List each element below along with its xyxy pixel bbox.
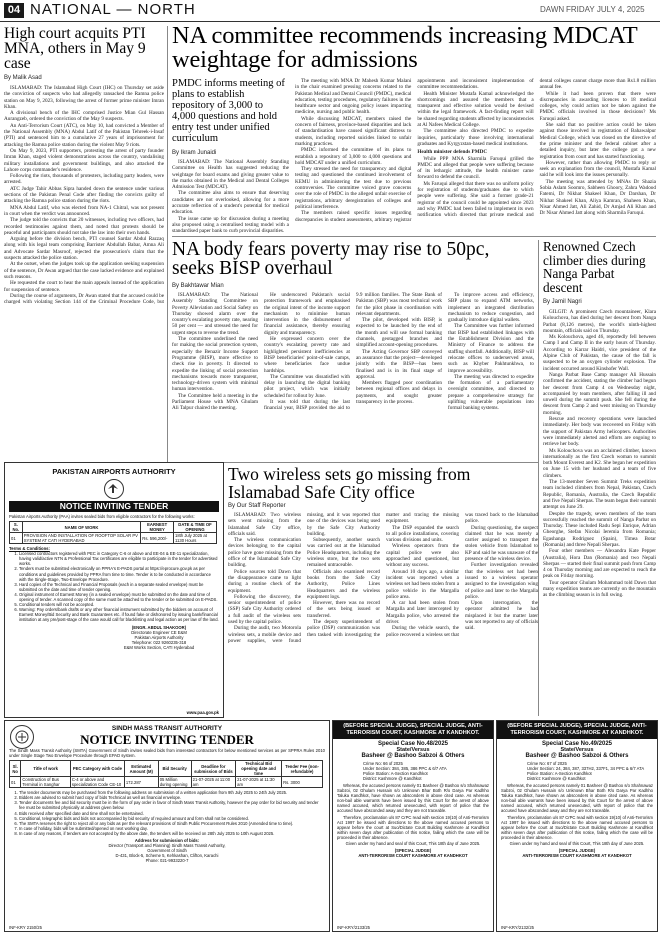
wireless-paragraph: Further investigation revealed that the wireless set had been issued to a wireless operator assigned to the investigation wing of police and later to the Margalla police.: [465, 562, 538, 600]
pti-headline: High court acquits PTI MNA, others in May 9 case: [4, 26, 146, 72]
ad-court-notice-1: [332, 720, 494, 932]
czech-paragraph: Ms Kolouchova, aged 46, reportedly fell between Camp I and Camp II in the early hours of Thursday. According to Karrar Haidri, vice president of the Alpine Club of Pakistan, the cause of the fall is suspected to be an oxygen cylinder explosion. The incident occurred around Kinshofer Wall.: [543, 334, 656, 372]
story-bisp: [172, 240, 534, 296]
mdcat-paragraph: The meeting with MNA Dr Mahesh Kumar Malani in the chair examined pressing concerns related to the Pakistan Medical and Dental Council (PMDC), medical education, testing procedures, regulatory failures in the healthcare sector and ongoing policy issues impacting medicine, nursing and public health.: [295, 78, 412, 116]
court1-paragraph: Therefore, proclamation u/s 87 CrPC read with section 19(10) of Anti-Terrorism Act 1997 be issued with directions to the above named accused persons to appear before the court at Suo/Dictate Court Building Kashmore at Kandhkot within seven days after publication of this notice, failing which the case will be proceeded in their absence.: [337, 814, 489, 840]
wireless-headline: Two wireless sets go missing from Islamabad Safe City office: [228, 464, 471, 502]
pti-paragraph: During the course of arguments, Dr Awan stated that the accused could be charged with violating Section 144 of the Criminal Procedure Code, but: [4, 292, 164, 304]
smta-term: 1. The tender documents may be purchased from the following address on submission of a written application from 9th July 2025 to 24th July 2025.: [19, 790, 325, 795]
mdcat-paragraph: While discussing MDCAT, members raised the concern of fairness, province-based disparities and lack of standardisation have caused significant distress to students, including reported suicides linked to unfair marking practices.: [295, 115, 412, 147]
column-rule: [538, 462, 539, 716]
smta-td: 01: [10, 777, 21, 788]
masthead: [0, 0, 660, 22]
smta-td: 21-07-2025 at 11:00 am: [191, 777, 235, 788]
czech-paragraph: Despite the tragedy, seven members of the team successfully reached the summit of Nanga Parbat on Thursday. These included Radu Sepi Enrique, Adrian Gheorghe, Stefan Nicolai Ieremia from Romania; Egashanga Rodriguez (Spain), Timea Botar (Romania) and three Nepali Sherpas.: [543, 510, 656, 548]
court2-case: Special Case No.49/2025: [541, 740, 613, 747]
paa-contact-name: (ENGR. ABDUL SHAKOOR): [131, 624, 187, 630]
smta-contact: [5, 838, 329, 863]
paa-td: 18th July 2025 at 1130 Hours: [174, 533, 217, 544]
wireless-paragraph: During questioning, the suspect claimed that he was merely a carrier assigned to transport the stolen vehicle from Islamabad to KP and said he was unaware of the presence of the wireless device.: [465, 524, 538, 563]
wireless-paragraph: Around 10 days ago, a similar incident was reported when a wireless set had been stolen from a police vehicle in the Margalla police area.: [386, 568, 459, 600]
paa-th: EARNEST MONEY: [141, 522, 174, 533]
paa-logo-icon: [104, 479, 124, 499]
masthead-rule: [0, 21, 660, 22]
paa-title: NOTICE INVITING TENDER: [9, 501, 219, 512]
column-rule: [538, 240, 539, 462]
smta-terms: [19, 790, 325, 836]
smta-th: Sl. No: [10, 761, 21, 777]
mdcat-paragraph: The issue came up for discussion during a meeting also proposed using a centralised testing model with a standardised paper bank to curb provincial disparities.: [172, 215, 289, 234]
wireless-paragraph: The DSP expanded the search to all police installations, covering various divisions and units.: [386, 524, 459, 544]
smta-td: Rs. 3000: [282, 777, 323, 788]
paa-td: 01: [10, 533, 23, 544]
court1-sign-court: ANTI-TERRORISM COURT KASHMORE AT KANDHKOT: [358, 853, 468, 859]
smta-intro: The Sindh Mass Transit Authority (SMTA) Government of Sindh invites sealed bids from interested contractors for below mentioned services as per SPPRA Rules 2010 under Single Stage Two Envelope Procedure through EPAD system.: [9, 748, 325, 759]
pti-paragraph: Arguing before the division bench, PTI counsel Sardar Abdul Razzaq along with his legal team comprising Barrister Abdullah Babar, Amna Ali and Advocate Sardar Masroof, rejected the prosecution's claim that the suspects attacked the police station.: [4, 236, 164, 262]
court1-accused: Basheer @ Bashoo Sabzoi & Others: [361, 752, 465, 759]
paa-td: Rs. 596,200/-: [141, 533, 174, 544]
paa-terms: [19, 551, 219, 622]
court2-paragraph: Given under my hand and seal of this Court, This 18th day of June 2025.: [509, 841, 645, 846]
court1-case: Special Case No.48/2025: [377, 740, 449, 747]
smta-th: Deadline for submission of Bids: [191, 761, 235, 777]
smta-td: C-4 or above and specialization Code CE-10: [70, 777, 124, 788]
ad-smta-tender: [4, 720, 330, 932]
table-row: [10, 533, 217, 544]
wireless-byline: By Our Staff Reporter: [228, 503, 286, 509]
paa-org: PAKISTAN AIRPORTS AUTHORITY: [52, 467, 176, 476]
bisp-headline: NA body fears poverty may rise to 50pc, seeks BISP overhaul: [172, 239, 490, 279]
czech-body: [543, 309, 656, 599]
table-row: [10, 777, 323, 788]
wireless-paragraph: The wireless communication devices belonging to the capital police have gone missing from the office of the Islamabad Safe City building.: [228, 537, 301, 569]
bisp-paragraph: He expressed concern over the country's escalating poverty rate and highlighted persistent inefficiencies at BISP beneficiaries' point-of-sale camps, where beneficiaries face undue hardships.: [264, 336, 350, 374]
smta-td: 05 Million during opening: [158, 777, 191, 788]
smta-td: 172.287: [124, 777, 158, 788]
pti-paragraph: MNA Abdul Latif, who was elected from NA-1 Chitral, was not present in court when the verdict was announced.: [4, 204, 164, 217]
smta-td: 21-07-2025 at 11:30 am: [236, 777, 282, 788]
court1-sign-title: (SPECIAL JUDGE): [394, 848, 432, 854]
smta-term: 7. In case of holiday, bids will be submitted/opened on next working day.: [19, 826, 325, 831]
paa-term: 2. Tenders must be submitted electronically on PPRA's E-PADS portal at https://eprocure.gov.pk as per conditions and guidelines provided by PPRA from time to time. Tender is to be conducted in accordance with the Single-Stage, Two-Envelope Procedure.: [19, 566, 219, 581]
paa-contact-org: Pakistan Airports Authority: [134, 634, 184, 640]
smta-term: 3. Tender documents fee and bid security must be in the form of pay order in favor of Sindh Mass Transit Authority, however the pay order for bid security and tender fee must be submitted physically at address given below.: [19, 800, 325, 810]
pti-body: [4, 85, 164, 304]
smta-term: 5. Conditional, telegraphic bids and bids not accompanied by bid security of required amount and form shall not be considered.: [19, 816, 325, 821]
smta-term: 2. Bidders are advised to submit hard copy of bids Technical as well as financial envelope.: [19, 795, 325, 800]
mdcat-paragraph: The members raised specific issues regarding discrepancies in student assessments, arbitrary registrar appointments and inconsistent implementation of committee recommendations.: [295, 78, 534, 223]
wireless-paragraph: Wireless operators from the capital police were also approached and questioned, but without any success.: [386, 543, 459, 569]
wireless-paragraph: Police sources told Dawn that the disappearance came to light during a routine check of the equipment.: [228, 568, 301, 594]
bisp-paragraph: The meeting was directed to expedite the formation of a parliamentary oversight committee, and directed to prepare a comprehensive strategy for uplifting vulnerable populations into formal banking systems.: [448, 373, 534, 412]
bisp-paragraph: To improve access and efficiency, SBP plans to expand ATM networks, implement an integrated distribution mechanism to reduce congestion, and gradually introduce digital wallets.: [448, 292, 534, 324]
wireless-paragraph: During the audit, two Motorola wireless sets, a mobile device and power supplies, were found missing, and it was reported that one of the devices was being used by the Safe City Authority building.: [228, 512, 380, 644]
section-rule: [172, 236, 656, 237]
smta-th: PEC Category with Code: [70, 761, 124, 777]
paa-th: NAME OF WORK: [22, 522, 141, 533]
mdcat-paragraph: The committee also aims to ensure that deserving candidates are not overlooked, allowing for a more accurate reflection of a student's potential for medical education.: [172, 190, 289, 216]
mdcat-headline: NA committee recommends increasing MDCAT weightage for admissions: [172, 24, 638, 73]
paa-terms-title: Terms & Conditions:: [9, 546, 50, 552]
wireless-paragraph: Officials also examined record books from the Safe City Authority, Police Lines Headquarters and the wireless equipment logs.: [307, 568, 380, 600]
paa-term: 1. Licensed contractors registered with PEC in Category C-6 or above and EE-04 & EE-11 specialization, having valid/active NTN & Professional Tax certificates are eligible to participate in the tender for advertised works.: [19, 551, 219, 566]
bisp-paragraph: He underscored Pakistan's social protection framework and emphasised the original intent of the income support mechanism to minimise human intervention in the disbursement of financial assistance, thereby ensuring dignity and transparency.: [264, 292, 350, 336]
court2-body: [501, 783, 653, 846]
pti-paragraph: ISLAMABAD: The Islamabad High Court (IHC) on Thursday set aside the conviction of suspects who had allegedly ransacked the Ramna police station on May 9, 2023, following the arrest of former prime minister Imran Khan.: [4, 85, 164, 110]
bisp-paragraph: The pilot, developed with BISP, is expected to be launched by the end of the month and will use formal banking channels, geotagged branches and simplified account-opening procedures.: [356, 317, 442, 349]
mdcat-paragraph: They stressed the need for transparency and digital testing and questioned the continued involvement of KEMU in administering the test due to previous controversies. The committee voiced grave concerns over the role of PMDC in the alleged unfair exercise of registrations, arbitrary deregistration of colleges and political interference.: [295, 166, 412, 210]
court1-header: (BEFORE SPECIAL JUDGE), SPECIAL JUDGE, ANTI-TERRORISM COURT, KASHMORE AT KANDHKOT.: [333, 721, 493, 739]
mdcat-deck: PMDC informs meeting of plans to establish repository of 3,000 to 4,000 questions and hold entry test under unified curriculum: [172, 78, 285, 144]
mdcat-paragraph: ISLAMABAD: The National Assembly Standing Committee on Health has suggested reducing the weightage for board exams and giving greater value to the marks obtained in the Medical and Dental Colleges Admission Test (MDCAT).: [172, 159, 289, 191]
paa-intro: Pakistan Airports Authority (PAA) invites sealed bids from eligible contractors for the following works:: [9, 514, 195, 519]
paa-contact-tel: Telephone: 022 9260235-318: [131, 639, 187, 645]
bisp-paragraph: Members flagged poor coordination between regional offices and delays in payments, and sought greater transparency in the process.: [356, 380, 442, 406]
smta-table: [9, 760, 323, 788]
court2-sign-title: (SPECIAL JUDGE): [558, 848, 596, 854]
czech-paragraph: The 13-member Seven Summit Treks expedition team included climbers from Nepal, Pakistan, Czech Republic, Romania, Australia, the Czech Republic and five Nepali Sherpas. The team began their summit attempt on June 29.: [543, 479, 656, 511]
court2-crime: Crime No: 67 of 2025: [527, 760, 567, 766]
czech-headline: Renowned Czech climber dies during Nanga Parbat descent: [543, 240, 646, 295]
smta-th: Bid Security: [158, 761, 191, 777]
czech-paragraph: Ms Kolouchova was an acclaimed climber, known internationally as the first Czech woman to summit both Mount Everest and K2. She began her expedition on June 15 with her husband and a team of five climbers.: [543, 447, 656, 479]
smta-term: 8. In case of any reasons, if tenders are not accepted by the above date, the tenders will be received on 28th July 2025 to 10th August 2025.: [19, 831, 325, 836]
bisp-byline: By Bakhtawar Mian: [172, 283, 224, 289]
pti-byline: By Malik Asad: [4, 75, 42, 81]
paa-term: 5. Conditional tenders will not be accepted.: [19, 602, 219, 607]
mdcat-paragraph: The meeting was attended by MNAs Dr Shazia Sobia Aslam Soomro, Sabheen Ghoory, Zahra Wadood Fatemi, Dr Nikhat Shakeel Khan, Dr Darshan, Dr Nikhat Shakeel Khan, Aliya Kamran, Shaheen Khan, Nisar Ahmed Jatt, Ali Zahid, Dr Amjad Ali Khan and Dr Nisar Ahmed Jatt along with Sharmila Faruqui.: [539, 178, 656, 217]
smta-ref: INF-KRY 2150/25: [9, 924, 42, 930]
wireless-paragraph: However, there was no record of the sets being issued or transferred.: [307, 600, 380, 619]
czech-paragraph: Rescue and recovery operations were launched immediately. Her body was recovered on Friday with the support of Pakistan Army helicopters. Authorities were immediately alerted and efforts are ongoing to retrieve her body.: [543, 416, 656, 448]
pti-paragraph: At the outset, when the judges took up the application seeking suspension of the sentence, Dr Awan argued that the case lacked evidence and explained such reasons.: [4, 261, 164, 280]
court1-state: State/Versus: [396, 746, 430, 753]
court2-sections: Under Section: 24, 384, 387, 337H2, 337F1, 34 PPC & 6/7 ATA: [527, 765, 645, 771]
pti-paragraph: On May 9, 2023, PTI supporters, protesting the arrest of party founder Imran Khan, staged violent demonstrations across the country, vandalising military installations and government buildings, and also attacked the Lahore corps commander's residence.: [4, 147, 164, 173]
page-number: 04: [7, 4, 21, 16]
wireless-paragraph: Following the discovery, the senior superintendent of police (SSP) Safe City Authority ordered a full audit of the wireless sets used by the capital police.: [228, 593, 301, 626]
ad-paa-tender: [4, 462, 224, 718]
smta-th: Estimated Amount (M): [124, 761, 158, 777]
mdcat-paragraph: She said that no positive action could be taken against those involved in registration of Bahawalpur Medical College, which was closed on the directive of the prime minister and the federal cabinet after a detailed inquiry, but later the college got a new registration from court and has started functioning.: [539, 122, 656, 160]
ad-court-notice-2: [496, 720, 658, 932]
court2-station: Police Station: A-Section Kandhkot: [527, 770, 592, 776]
court2-details: [527, 761, 657, 781]
mdcat-subhead: Health minister defends PMDC: [417, 149, 488, 156]
court2-sign-court: ANTI-TERRORISM COURT KASHMORE AT KANDHKOT: [522, 853, 632, 859]
czech-paragraph: Nanga Parbat Base Camp manager Ali Hussain confirmed the accident, stating the climber had begun her descent from Camp 4 on Wednesday night, accompanied by team members, after falling ill and unwell during the summit push. She fell during the descent from Camp 2 and went missing on Thursday morning.: [543, 371, 656, 416]
bisp-paragraph: It was told that during the last financial year, BISP provided the aid to 9.9 million families. The State Bank of Pakistan (SBP) was most technical work for the pilot phase in coordination with relevant departments.: [264, 292, 442, 412]
smta-title: NOTICE INVITING TENDER: [80, 732, 254, 747]
paa-contact-role: Directorate Engineer CE E&M: [131, 629, 187, 635]
court1-district: District: Kashmore @ Kandhkot: [363, 775, 422, 781]
paa-th: S. No.: [10, 522, 23, 533]
story-pti: [4, 26, 164, 304]
bisp-paragraph: ISLAMABAD: The National Assembly Standing Committee on Poverty Alleviation and Social Safety on Thursday showed alarm over the country's escalating poverty rate, nearing 50 per cent — and stressed the need for urgent steps to reverse the trend.: [172, 292, 258, 336]
court2-ref: INF-KRY/2132/25: [501, 924, 534, 930]
smta-th: Title of work: [21, 761, 70, 777]
mdcat-body-1: [172, 159, 289, 234]
court2-state: State/Versus: [560, 746, 594, 753]
bisp-paragraph: The Committee was dissatisfied with delay in launching the digital banking pilot project, which was initially scheduled for rollout by June.: [264, 373, 350, 399]
paa-contact: [95, 625, 223, 650]
czech-paragraph: Four other members — Alexandra Kate Pepper (Australia), Hora Dan (Romania) and two Nepali Sherpas — started their final summit push from Camp 4 on Thursday morning and are expected to reach the peak on Friday morning.: [543, 548, 656, 580]
bisp-paragraph: The committee underlined the need for making the social protection system, especially the Benazir Income Support Programme (BISP), more effective to check rise in poverty. It directed to expedite the linking of social protection mechanisms towards more transparent, technology-driven system with minimal human intervention.: [172, 336, 258, 393]
paa-term: 3. Hard copies of the Technical and Financial Proposals (each in a separate sealed envelope) must be submitted on the date and time of tender opening.: [19, 582, 219, 592]
court1-station: Police Station: A-Section Kandhkot: [363, 770, 428, 776]
smta-contact-line: Government of Sindh: [147, 848, 187, 854]
smta-term: 6. The SMTA reserves the right to reject all or any bids as per the relevant provisions of Sindh Public Procurement Rules 2010 (Amended time to time).: [19, 821, 325, 826]
mdcat-paragraph: While it had been proven that there were discrepancies in awarding licences to 18 medical colleges, why could action not be taken against the PMDC officials involved in those decisions? Ms Faruqui asked.: [539, 90, 656, 122]
court1-crime: Crime No: 66 of 2025: [363, 760, 403, 766]
mdcat-paragraph: The committee also directed PMDC to expedite inquiries, particularly those involving international graduates and Kyrgyzstan-based medical institutions.: [417, 128, 534, 147]
pti-paragraph: He requested the court to hear the main appeals instead of the application for suspension of sentence.: [4, 280, 164, 293]
court2-paragraph: Whereas, the accused persons namely 01 Basheer @ Bashoo s/o Shahnawaz Sabzoi, 02 Ghulam Hussain s/o Unknown Bhar Both R/o Darya Par Kadhho Taluka Kandhkot, have shown as absconders in above cited case. As whereas non-bail able warrants have been issued by this Court for the arrest of above named accused, which returned unexecuted, with report of police that the accused have absconded away and they are not traceable.: [501, 782, 653, 814]
pti-paragraph: The judge told the convicts that 20 witnesses, including two officers, had recorded testimonies against them, and noted that protests should be peaceful and participants should not take the law into their own hands.: [4, 217, 164, 236]
wireless-paragraph: Subsequently, another search was carried out at the Islamabad Police Headquarters, including the wireless store, but the two sets remained untraceable.: [307, 537, 380, 569]
mdcat-body-2: [295, 78, 656, 234]
smta-th: Technical Bid opening date and time: [236, 761, 282, 777]
court2-paragraph: Therefore, proclamation u/s 87 CrPC read with section 19(10) of Anti-Terrorism Act 1997 be issued with directions to the above named accused persons to appear before the court at Suo/Dictate Court Building Kashmore at Kandhkot within seven days after publication of this notice, failing which the case will be proceeded in their absence.: [501, 814, 653, 840]
bisp-paragraph: The Acting Governor SBP conveyed an assurance that the project—developed jointly with the BISP—has been finalised and is in its final stage of approval.: [356, 348, 442, 380]
section-title: NATIONAL — NORTH: [30, 1, 196, 18]
mdcat-paragraph: While PPP MNA Sharmila Faruqui grilled the PMDC and alleged that people were suffering because of its lethargic attitude, the health minister came forward to defend the council.: [417, 155, 534, 181]
smta-contact-line: Director (Transport and Planning) Sindh Mass Transit Authority,: [108, 843, 226, 849]
column-rule: [167, 26, 168, 534]
court1-paragraph: Whereas, the accused persons namely 01 Basheer @ Bashoo s/o Shahnawaz Sabzoi, 02 Ghulam Hussain s/o Unknown Bhar Both R/o Darya Par Kadhho Taluka Kandhkot, have shown as absconders in above cited case. As whereas non-bail able warrants have been issued by this Court for the arrest of above named accused, which returned unexecuted, with report of police that the accused have absconded away and they are not traceable.: [337, 782, 489, 814]
wireless-paragraph: During the vehicle search, the police recovered a wireless set that was traced back to the Islamabad police.: [386, 512, 538, 638]
wireless-body: [228, 512, 538, 716]
wireless-paragraph: ISLAMABAD: Two wireless sets went missing from the Islamabad Safe City office, officials said.: [228, 512, 301, 537]
czech-paragraph: GILGIT: A prominent Czech mountaineer, Klara Kolouchova, has died during her descent from Nanga Parbat (8,126 metres), the world's ninth-highest mountain, officials said on Thursday.: [543, 309, 656, 334]
czech-paragraph: Tour operator Ghulam Mohammad told Dawn that many expedition teams are currently on the mountain as the climbing season is in full swing.: [543, 579, 656, 599]
smta-logo-icon: [10, 725, 34, 749]
court1-details: [363, 761, 493, 781]
pti-paragraph: ATC Judge Tahir Abbas Sipra handed down the sentence under various sections of the Pakistan Penal Code after finding the convicts guilty of attacking the Ramna police station during the riots.: [4, 185, 164, 205]
mdcat-paragraph: However, rather than allowing PMDC to reply or seek an explanation from the council, Mustafa Kamal said he will look into the issues personally.: [539, 159, 656, 179]
wireless-paragraph: A car had been stolen from Margalla and later intercepted by Margalla police, who arrested the driver.: [386, 600, 459, 626]
paa-contact-addr: E&M Works Section, CATI Hyderabad: [123, 644, 195, 650]
paa-term: 4. Original instrument of Earnest Money (in a sealed envelope) must be submitted on the date and time of opening of tender. A scanned copy of the same must be attached to the tender or be submitted on E-PADS.: [19, 592, 219, 602]
paper-name: DAWN: [540, 5, 565, 14]
pti-paragraph: Following the riots, thousands of protesters, including party leaders, were arrested.: [4, 173, 164, 186]
court2-district: District: Kashmore @ Kandhkot: [527, 775, 586, 781]
bisp-paragraph: The Committee was further informed that BISP had established linkages with the Establishment Division and the Ministry of Finance to address the staffing shortfall. Additionally, BISP will relocate offices to underserved areas, such as Khyber Pakhtunkhwa, to improve accessibility.: [448, 323, 534, 374]
smta-contact-line: Phone: 021-9933220-7: [145, 858, 189, 864]
czech-byline: By Jamil Nagri: [543, 299, 582, 305]
paa-th: DATE & TIME OF OPENING: [174, 522, 217, 533]
smta-contact-line: D-431, Block-5, Scheme 5, Kehkashan, Clifton, Karachi: [115, 853, 219, 859]
smta-org: SINDH MASS TRANSIT AUTHORITY: [111, 725, 223, 732]
paa-website: www.paa.gov.pk: [186, 709, 219, 715]
smta-term: 4. Bids received after specified date and time shall not be entertained.: [19, 811, 325, 816]
mdcat-deck-col: [172, 78, 289, 234]
pti-paragraph: A divisional bench of the IHC comprised Justice Mian Gul Hassan Aurangzeb, ordered the conviction of the May 9 suspects.: [4, 110, 164, 123]
smta-contact-line: Address for submission of bids:: [134, 838, 200, 844]
smta-th: Tender Fee (non-refundable): [282, 761, 323, 777]
paa-term: 6. Warning: Pay orders/bank drafts or any other financial instrument submitted by the bidders on account of Earnest Money/Bid Security and Bank Guarantees etc. if found fake or dishonored by issuing bank/financial institution at any pre/post-stage of the case would call for blacklisting and legal action as per law of the land.: [19, 607, 219, 622]
court2-header: (BEFORE SPECIAL JUDGE), SPECIAL JUDGE, ANTI-TERRORISM COURT, KASHMORE AT KANDHKOT.: [497, 721, 657, 739]
court1-body: [337, 783, 489, 846]
wireless-paragraph: Upon interrogation, the operator admitted he had misplaced it but the matter later was not reported to any of officials said.: [465, 600, 538, 632]
court1-paragraph: Given under my hand and seal of this Court, This 18th day of June 2025.: [345, 841, 481, 846]
court1-sign: [333, 848, 493, 858]
bisp-paragraph: The Committee held a meeting in the Parliament House with MNA Ghulam Ali Talpur chaired the meeting.: [172, 392, 258, 412]
bisp-body: [172, 292, 534, 458]
smta-td: Construction of Bus Terminal in Sanghar: [21, 777, 70, 788]
story-czech: [543, 240, 656, 716]
mdcat-paragraph: Ms Faruqui alleged that there was no uniform policy for registration of students/graduates due to which people were suffering. She said a former grade-21 registrar of the council could be appointed since 2023 and why PMDC had been failed to implement its own notification which directed that private medical and dental colleges cannot charge more than Rs1.8 million annual fee.: [417, 78, 656, 219]
court1-ref: INF-KRY/2133/25: [337, 924, 370, 930]
issue-date: FRIDAY JULY 4, 2025: [566, 5, 645, 14]
paa-table: [9, 521, 217, 544]
mdcat-byline: By Ikram Junaidi: [172, 150, 217, 156]
mdcat-paragraph: Health Minister Mustafa Kamal acknowledged the shortcomings and assured the members that a transparent and effective solution would be devised within the legal framework. A fact-finding report will be shared regarding students affected by inconsistencies at Al Nafees Medical College.: [417, 90, 534, 129]
pti-paragraph: An Anti-Terrorism Court (ATC), on May 10, had convicted a Member of the National Assembly (MNA) Abdul Latif of the Pakistan Tehreek-i-Insaf (PTI) and sentenced him to a cumulative 27 years of imprisonment for attacking the Ramna police station during the violent May 9 riots.: [4, 122, 164, 148]
court2-sign: [497, 848, 657, 858]
wireless-paragraph: The deputy superintendent of police (DSP) communication was then tasked with investigating the matter and tracing the missing equipment.: [307, 512, 459, 638]
mdcat-paragraph: PMDC informed the committee of its plans to establish a repository of 3,000 to 4,000 questions and hold MDCAT under a unified curriculum.: [295, 147, 412, 166]
court1-sections: Under Section: 384, 385, 386 PPC & 6/7 ATA: [363, 765, 447, 771]
section-rule: [172, 462, 538, 463]
paa-td: PROVISION AND INSTALLATION OF ROOFTOP SOLAR PV SYSTEM AT CATI HYDERABAD: [22, 533, 141, 544]
court2-accused: Basheer @ Bashoo Sabzoi & Others: [525, 752, 629, 759]
